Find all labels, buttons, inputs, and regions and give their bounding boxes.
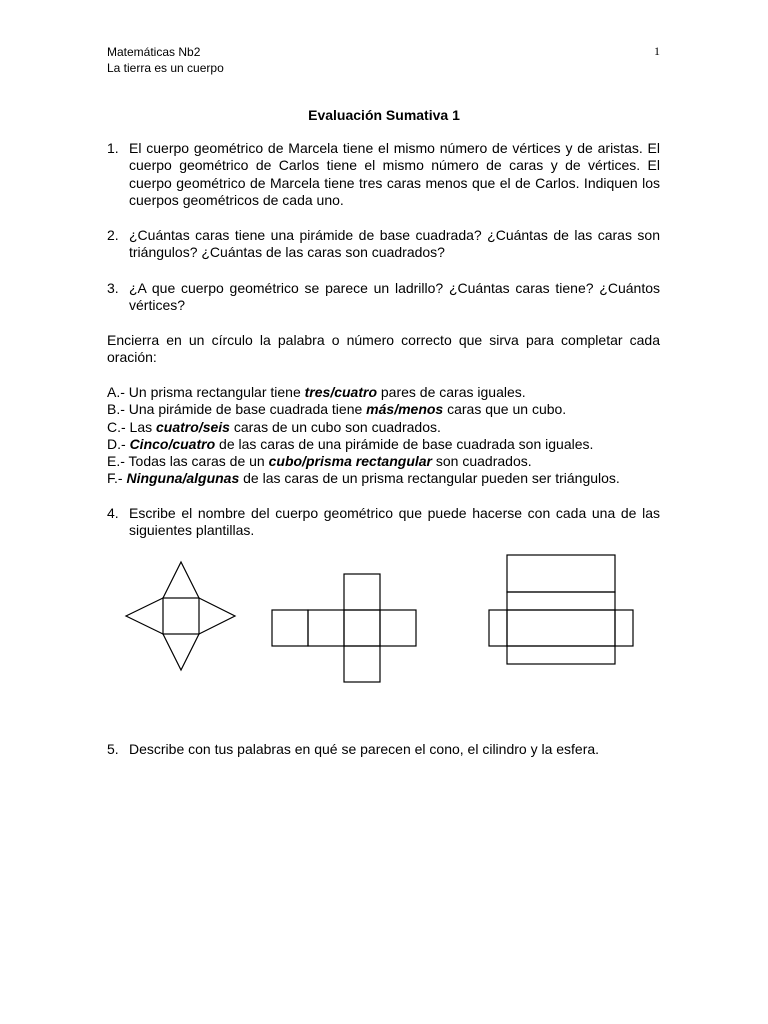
question-number: 5. [107, 741, 119, 757]
option-a: A.- Un prisma rectangular tiene tres/cuatro pares de caras iguales. [107, 384, 526, 400]
option-choice: Cinco/cuatro [129, 435, 216, 452]
option-choice: más/menos [366, 401, 444, 418]
header-subject: Matemáticas Nb2 [107, 45, 201, 59]
question-number: 2. [107, 227, 119, 243]
option-choice: Ninguna/algunas [126, 470, 240, 487]
option-choice: tres/cuatro [304, 384, 377, 400]
question-number: 4. [107, 505, 119, 521]
option-e: E.- Todas las caras de un cubo/prisma rectangular son cuadrados. [107, 453, 532, 470]
question-5 [107, 741, 660, 758]
page-number: 1 [654, 44, 660, 58]
question-number: 3. [107, 280, 119, 296]
option-choice: cubo/prisma rectangular [268, 453, 432, 470]
page-title: Evaluación Sumativa 1 [308, 107, 460, 123]
option-b: B.- Una pirámide de base cuadrada tiene más/menos caras que un cubo. [107, 401, 567, 418]
question-text: Escribe el nombre del cuerpo geométrico que puede hacerse con cada una de las siguientes plantillas. [129, 505, 660, 539]
question-text: ¿A que cuerpo geométrico se parece un ladrillo? ¿Cuántas caras tiene? ¿Cuántos vértices? [129, 280, 660, 314]
square-pyramid-net [126, 562, 235, 670]
option-d: D.- Cinco/cuatro de las caras de una pirámide de base cuadrada son iguales. [107, 435, 594, 452]
question-text: ¿Cuántas caras tiene una pirámide de base cuadrada? ¿Cuántas de las caras son triángulos? ¿Cuántas de las caras son cuadrados? [129, 227, 660, 261]
instructions: Encierra en un círculo la palabra o número correcto que sirva para completar cada oración: [107, 332, 660, 366]
option-f: F.- Ninguna/algunas de las caras de un prisma rectangular pueden ser triángulos. [107, 470, 620, 487]
question-number: 1. [107, 140, 119, 156]
cube-net [272, 574, 416, 682]
option-c: C.- Las cuatro/seis caras de un cubo son cuadrados. [107, 418, 441, 435]
header-unit: La tierra es un cuerpo [107, 61, 224, 75]
question-text: El cuerpo geométrico de Marcela tiene el mismo número de vértices y de aristas. El cuerpo geométrico de Carlos tiene el mismo número de caras y de vértices. El cuerpo geométrico de Marcela tiene tres caras menos que el de Carlos. Indiquen los cuerpos geométricos de cada uno. [129, 140, 660, 208]
question-text: Describe con tus palabras en qué se parecen el cono, el cilindro y la esfera. [129, 741, 600, 757]
option-choice: cuatro/seis [156, 418, 230, 435]
rectangular-prism-net [489, 555, 633, 664]
